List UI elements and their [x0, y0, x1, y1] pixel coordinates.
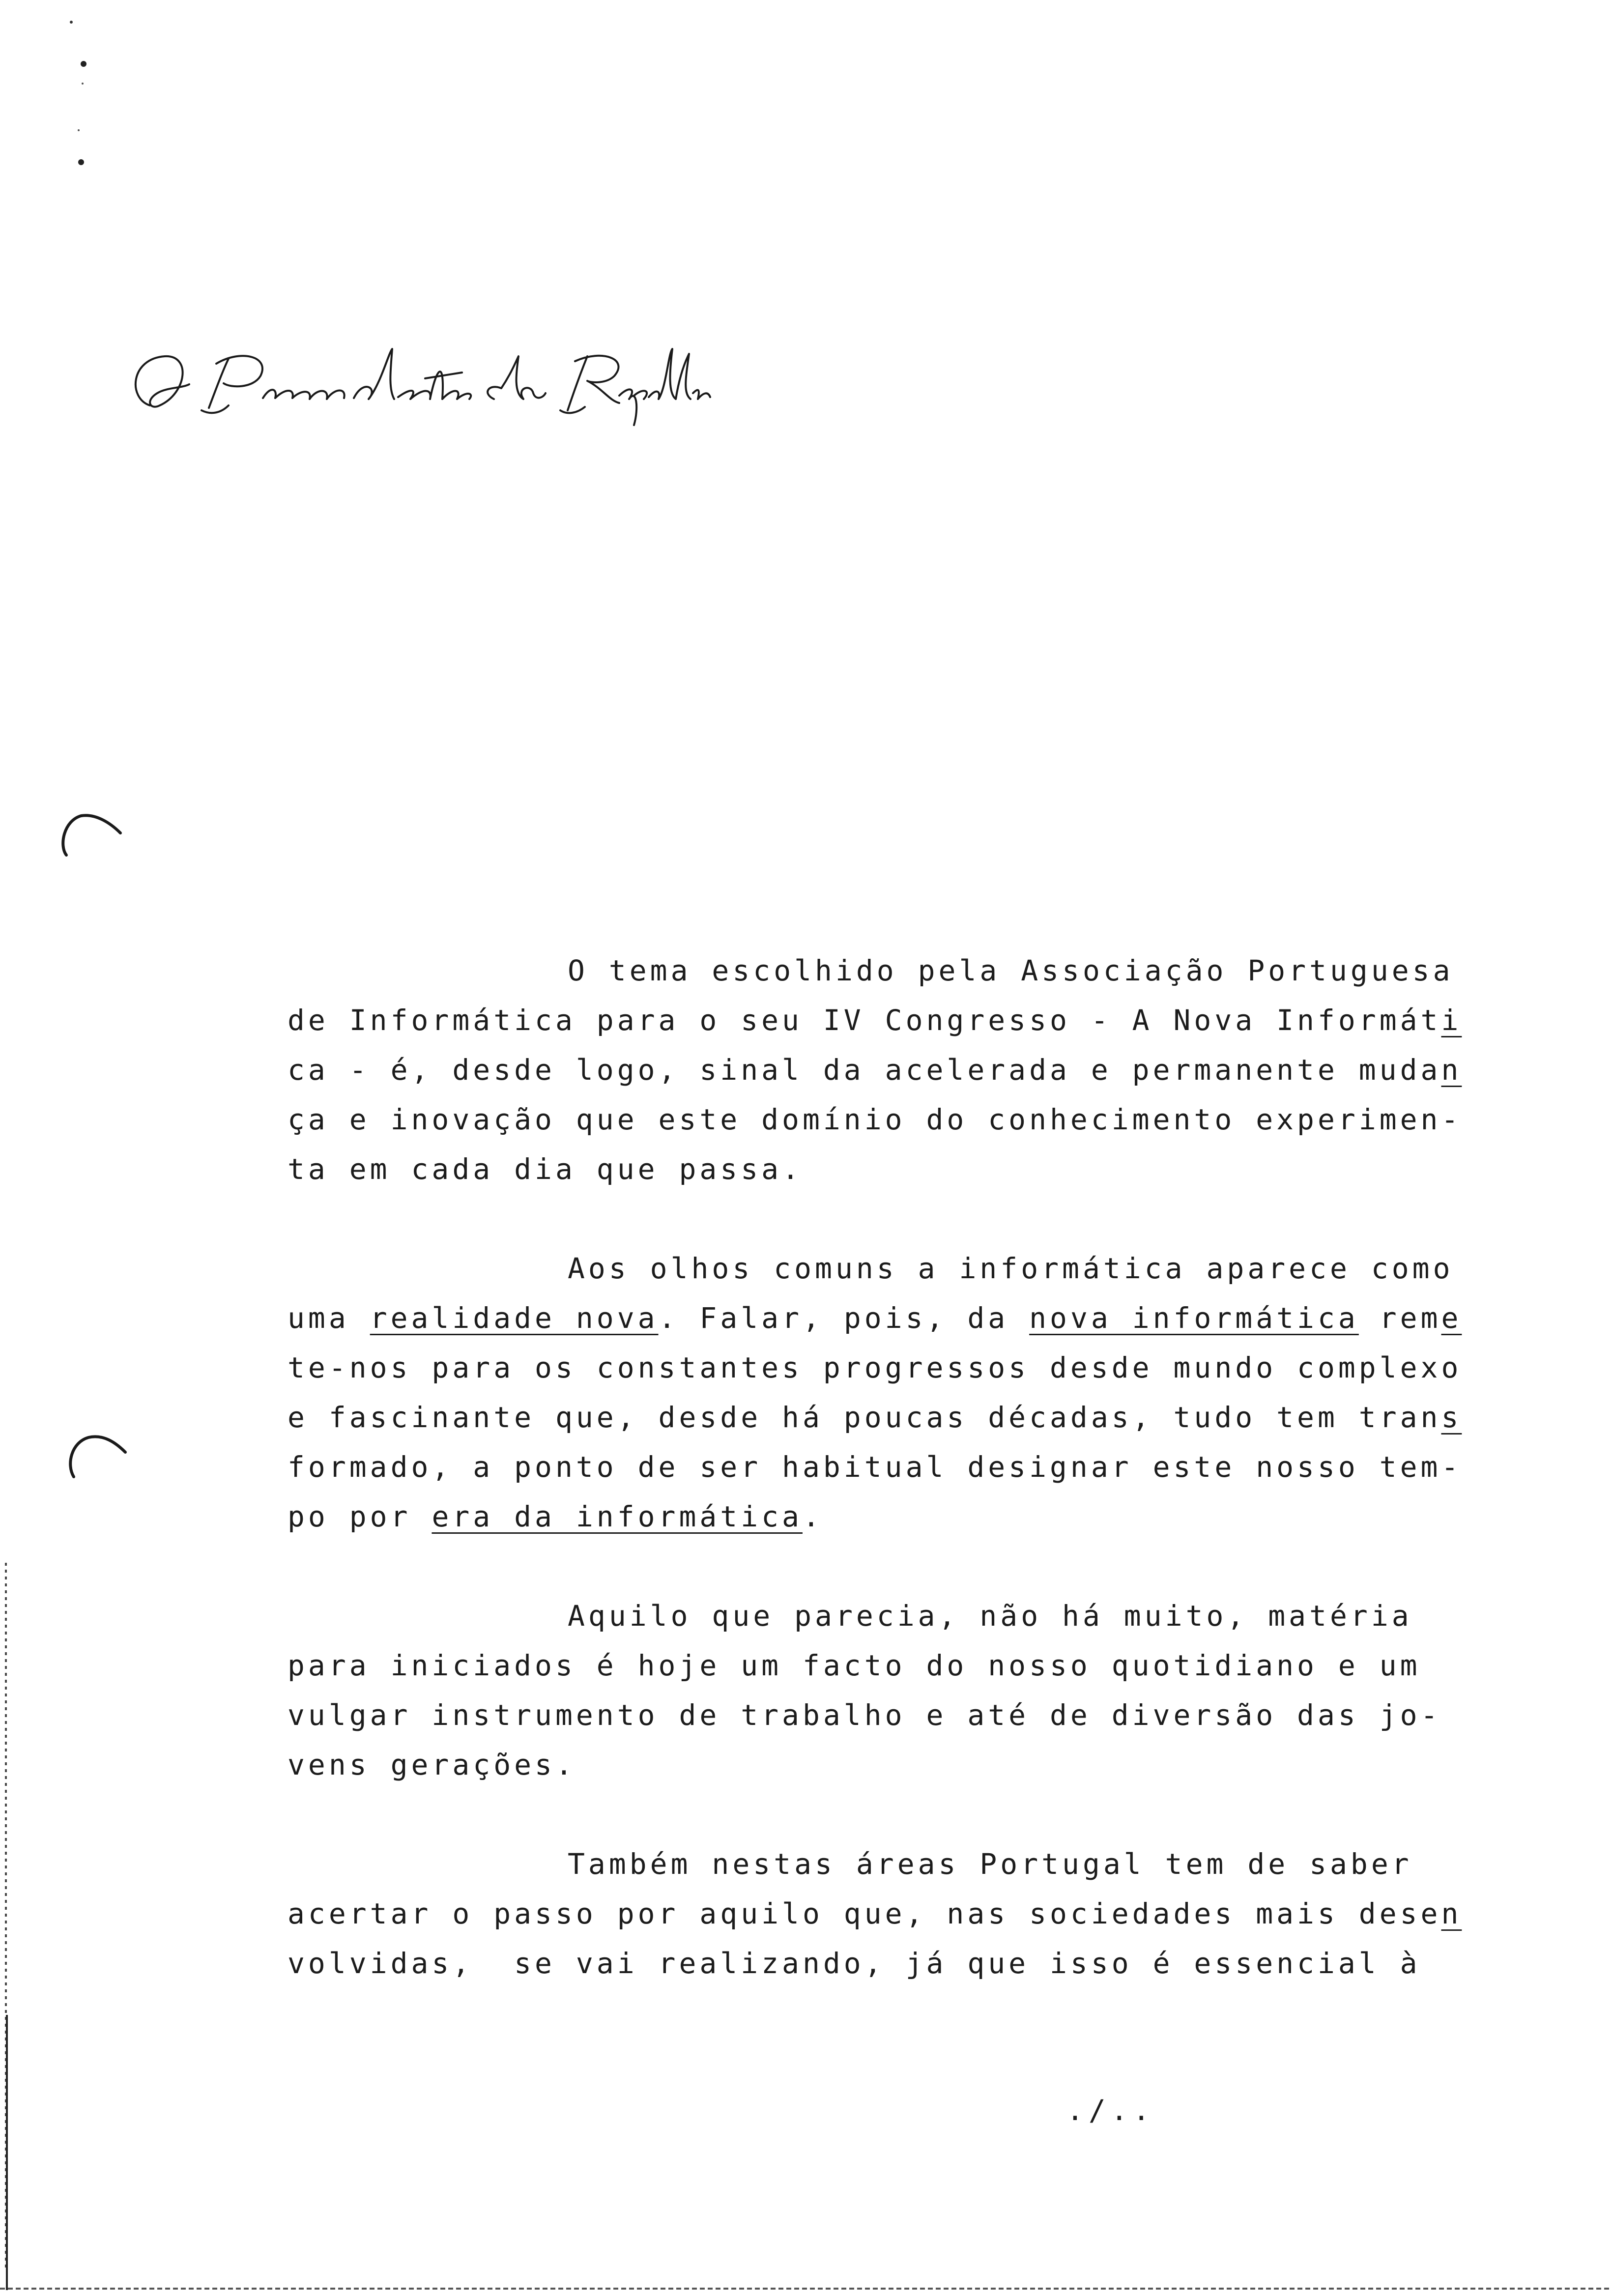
letterhead: [123, 315, 713, 437]
text-line: [288, 1591, 1433, 1641]
text-segment: Aos olhos comuns a informática aparece como: [568, 1252, 1454, 1285]
text-segment: vulgar instrumento de trabalho e até de diversão das jo-: [288, 1698, 1441, 1732]
letter-body: [288, 946, 1462, 2038]
text-line: [288, 1343, 1462, 1393]
punch-hole-mark: [52, 806, 130, 865]
page-continuation-mark: ./..: [1066, 2094, 1155, 2127]
text-segment: volvidas, se vai realizando, já que isso é essencial à: [288, 1947, 1421, 1980]
text-segment: . Falar, pois, da: [658, 1301, 1030, 1335]
scan-edge-bottom: [0, 2288, 1612, 2290]
underlined-text: era da informática: [432, 1500, 803, 1533]
text-line: [288, 1691, 1441, 1740]
text-line: [288, 1145, 1433, 1194]
text-segment: po por: [288, 1500, 432, 1533]
letterhead-script: [123, 315, 713, 437]
text-line: [288, 946, 1454, 996]
text-segment: uma: [288, 1301, 370, 1335]
underlined-text: i: [1441, 1004, 1462, 1037]
text-segment: e fascinante que, desde há poucas décadas, tudo tem tran: [288, 1401, 1441, 1434]
text-line: [288, 1095, 1462, 1145]
text-line: [288, 1839, 1433, 1889]
text-segment: .: [802, 1500, 823, 1533]
underlined-text: realidade nova: [370, 1301, 659, 1335]
text-line: [288, 996, 1462, 1045]
text-line: [288, 1244, 1454, 1293]
text-segment: para iniciados é hoje um facto do nosso quotidiano e um: [288, 1649, 1421, 1682]
text-segment: ca - é, desde logo, sinal da acelerada e permanente muda: [288, 1053, 1441, 1087]
underlined-text: nova informática: [1029, 1301, 1359, 1335]
scan-specks: [64, 15, 93, 177]
text-line: [288, 1293, 1462, 1343]
text-segment: Também nestas áreas Portugal tem de saber: [568, 1847, 1412, 1881]
text-line: [288, 1045, 1462, 1095]
text-line: [288, 1740, 1433, 1790]
paragraph: [288, 1244, 1462, 1542]
scan-edge-left-solid: [6, 2015, 8, 2290]
punch-hole-mark: [59, 1425, 138, 1484]
text-line: [288, 1939, 1433, 1988]
text-line: [288, 1492, 1433, 1542]
text-line: [288, 1442, 1462, 1492]
text-segment: de Informática para o seu IV Congresso - A Nova Informát: [288, 1004, 1441, 1037]
text-segment: ça e inovação que este domínio do conhecimento experimen-: [288, 1103, 1462, 1136]
text-line: [288, 1641, 1433, 1691]
text-segment: O tema escolhido pela Associação Portuguesa: [568, 954, 1454, 987]
text-segment: ta em cada dia que passa.: [288, 1152, 803, 1186]
underlined-text: s: [1441, 1401, 1462, 1434]
text-segment: vens gerações.: [288, 1748, 576, 1781]
text-segment: te-nos para os constantes progressos desde mundo complexo: [288, 1351, 1462, 1384]
paragraph: [288, 946, 1462, 1194]
text-segment: rem: [1358, 1301, 1441, 1335]
text-line: [288, 1393, 1462, 1442]
text-line: [288, 1889, 1462, 1939]
paragraph: [288, 1591, 1441, 1790]
underlined-text: n: [1441, 1053, 1462, 1087]
underlined-text: n: [1441, 1897, 1462, 1930]
underlined-text: e: [1441, 1301, 1462, 1335]
text-segment: acertar o passo por aquilo que, nas sociedades mais dese: [288, 1897, 1441, 1930]
paragraph: [288, 1839, 1462, 1988]
text-segment: formado, a ponto de ser habitual designar este nosso tem-: [288, 1450, 1462, 1484]
text-segment: Aquilo que parecia, não há muito, matéria: [568, 1599, 1412, 1633]
